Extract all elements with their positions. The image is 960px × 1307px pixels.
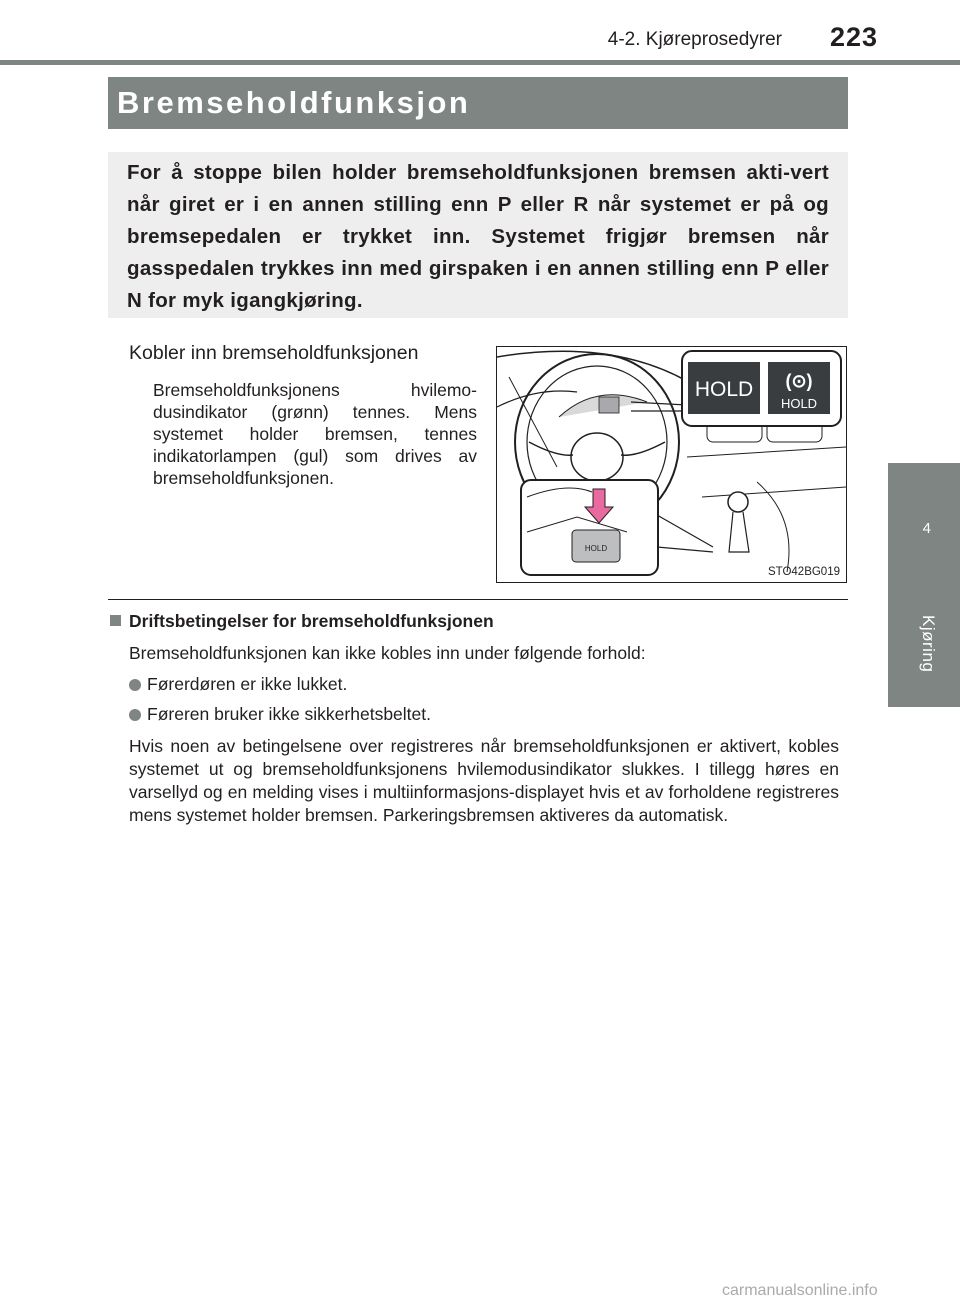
figure-code: STO42BG019	[767, 566, 840, 578]
intro-box	[108, 152, 848, 318]
hold-indicator-label: HOLD	[694, 378, 754, 401]
conditions-heading-text: Driftsbetingelser for bremseholdfunksjonen	[129, 611, 494, 631]
conditions-paragraph: Hvis noen av betingelsene over registreres når bremseholdfunksjonen er aktivert, kobles systemet ut og bremseholdfunksjonens hvilemodusindikator slukkes. I tillegg høres en varsellyd og en melding vises i multiinformasjons-displayet hvis et av forholdene registreres mens systemet holder bremsen. Parkeringsbremsen aktiveres da automatisk.	[129, 736, 839, 825]
conditions-intro: Bremseholdfunksjonen kan ikke kobles inn under følgende forhold:	[129, 643, 646, 663]
list-item-text: Førerdøren er ikke lukket.	[147, 674, 348, 694]
header-rule	[0, 60, 960, 65]
brake-hold-indicator-label: HOLD	[780, 396, 818, 411]
section-title: Bremseholdfunksjon	[117, 85, 471, 120]
watermark: carmanualsonline.info	[722, 1282, 878, 1299]
list-item-text: Føreren bruker ikke sikkerhetsbeltet.	[147, 704, 431, 724]
section-divider	[108, 599, 848, 600]
hold-switch-label: HOLD	[584, 544, 608, 553]
dashboard-illustration	[496, 346, 847, 583]
brake-hold-symbol: (⊙)	[785, 371, 813, 391]
header-section-title: 4-2. Kjøreprosedyrer	[607, 29, 782, 50]
chapter-label: Kjøring	[919, 615, 938, 673]
engage-description: Bremseholdfunksjonens hvilemo-dusindikator (grønn) tennes. Mens systemet holder bremsen, tennes indikatorlampen (gul) som drives av bremseholdfunksjonen.	[153, 380, 477, 488]
section-title-bar	[108, 77, 848, 129]
circle-bullet-icon	[129, 679, 141, 691]
list-item	[129, 704, 431, 725]
intro-text: For å stoppe bilen holder bremseholdfunksjonen bremsen akti-vert når giret er i en annen stilling enn P eller R når systemet er på og bremsepedalen er trykket inn. Systemet frigjør bremsen når gasspedalen trykkes inn med girspaken i en annen stilling enn P eller N for myk igangkjøring.	[127, 161, 829, 312]
engage-heading: Kobler inn bremseholdfunksjonen	[129, 342, 419, 364]
dashboard-drawing	[497, 347, 846, 582]
conditions-heading	[110, 611, 494, 632]
circle-bullet-icon	[129, 709, 141, 721]
list-item	[129, 674, 347, 695]
page-number: 223	[829, 22, 878, 52]
chapter-number: 4	[922, 520, 931, 537]
square-bullet-icon	[110, 615, 121, 626]
